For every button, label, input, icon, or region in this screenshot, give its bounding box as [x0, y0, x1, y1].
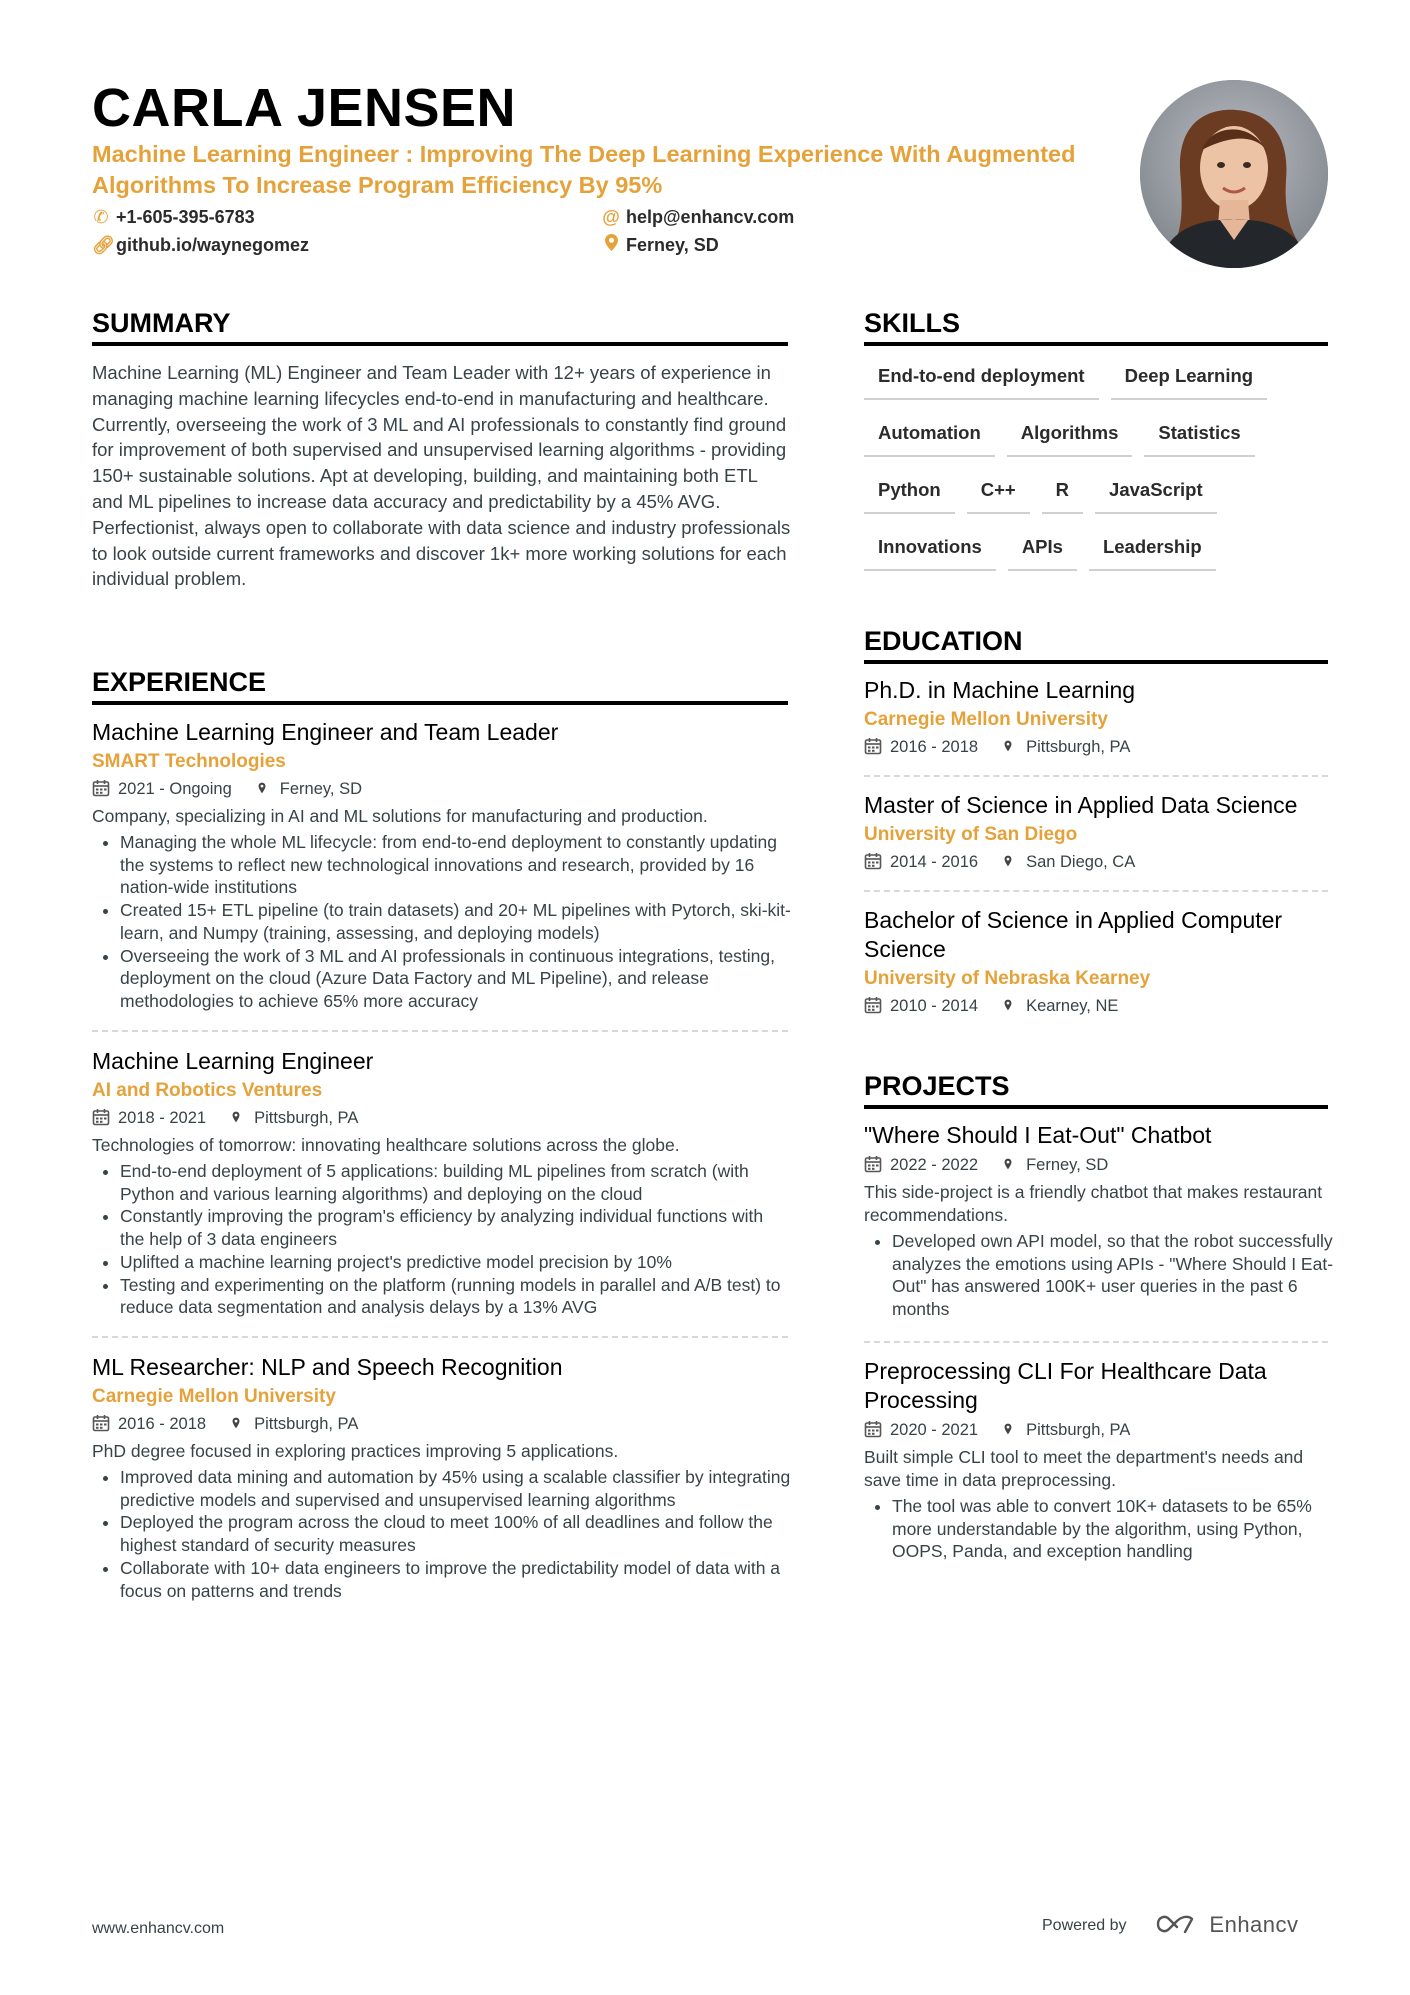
company-name: Carnegie Mellon University: [92, 1386, 336, 1407]
list-item: • Managing the whole ML lifecycle: from end-to-end deployment to constantly updating the systems to reflect new technological innovations and research, provided by 16 nation-wide institutions: [120, 831, 792, 899]
education-meta: [864, 851, 1334, 873]
summary-heading: SUMMARY: [92, 306, 788, 346]
project-location: Pittsburgh, PA: [1026, 1421, 1131, 1439]
email-text: help@enhancv.com: [626, 207, 795, 227]
job-location: Ferney, SD: [279, 780, 362, 798]
job-meta: [92, 778, 792, 800]
calendar-icon: [864, 737, 882, 755]
achievements-list: [92, 1160, 792, 1319]
company-name: AI and Robotics Ventures: [92, 1080, 323, 1101]
link-icon: 🔗︎: [92, 235, 115, 255]
skill-tag: End-to-end deployment: [864, 360, 1099, 400]
school-name: University of Nebraska Kearney: [864, 968, 1151, 989]
skill-tag: Statistics: [1144, 417, 1254, 457]
calendar-icon: [864, 852, 882, 870]
contact-website[interactable]: [92, 234, 309, 256]
phone-icon: ✆: [93, 207, 109, 227]
location-pin-icon: [1004, 1420, 1016, 1438]
skill-tag: Leadership: [1089, 531, 1216, 571]
skills-row: [864, 417, 1334, 474]
entry-divider: [92, 1030, 788, 1032]
company-description: Company, specializing in AI and ML solutions for manufacturing and production.: [92, 806, 708, 826]
phone-text: +1-605-395-6783: [116, 207, 255, 227]
contact-phone[interactable]: [92, 206, 255, 228]
skill-tag: JavaScript: [1095, 474, 1217, 514]
project-dates: 2020 - 2021: [890, 1421, 979, 1439]
skills-row: [864, 474, 1334, 531]
footer-website-link[interactable]: www.enhancv.com: [92, 1920, 225, 1937]
contact-email[interactable]: [602, 206, 794, 228]
job-dates: 2021 - Ongoing: [118, 780, 232, 798]
project-meta: [864, 1154, 1334, 1176]
skill-tag: Python: [864, 474, 955, 514]
list-item: • Deployed the program across the cloud to meet 100% of all deadlines and follow the highest standard of security measures: [120, 1511, 792, 1556]
project-item: [864, 1357, 1334, 1563]
degree-title: Bachelor of Science in Applied Computer Science: [864, 907, 1283, 962]
list-item: • Collaborate with 10+ data engineers to improve the predictability model of data with a focus on patterns and trends: [120, 1557, 792, 1602]
project-description: Built simple CLI tool to meet the department's needs and save time in data preprocessing.: [864, 1447, 1304, 1490]
skill-tag: APIs: [1008, 531, 1077, 571]
school-name: Carnegie Mellon University: [864, 709, 1108, 730]
project-bullets: [864, 1495, 1334, 1563]
skills-list: [864, 360, 1334, 588]
list-item: • Testing and experimenting on the platform (running models in parallel and A/B test) to reduce data segmentation and analysis delays by a 13% AVG: [120, 1274, 792, 1319]
candidate-name: CARLA JENSEN: [92, 78, 517, 138]
education-item: [864, 791, 1334, 873]
location-pin-icon: [258, 779, 270, 797]
skill-tag: R: [1042, 474, 1083, 514]
skill-tag: Automation: [864, 417, 995, 457]
experience-heading: EXPERIENCE: [92, 665, 788, 705]
location-pin-icon: [1004, 852, 1016, 870]
job-dates: 2016 - 2018: [118, 1415, 207, 1433]
contact-location: [602, 234, 719, 256]
company-description: Technologies of tomorrow: innovating healthcare solutions across the globe.: [92, 1135, 680, 1155]
education-dates: 2016 - 2018: [890, 738, 979, 756]
project-meta: [864, 1419, 1334, 1441]
education-item: [864, 676, 1334, 758]
website-text: github.io/waynegomez: [116, 235, 310, 255]
location-pin-icon: [232, 1414, 244, 1432]
education-dates: 2010 - 2014: [890, 997, 979, 1015]
job-location: Pittsburgh, PA: [254, 1415, 359, 1433]
list-item: • Improved data mining and automation by 45% using a scalable classifier by integrating predictive models and supervised and unsupervised learning algorithms: [120, 1466, 792, 1511]
education-location: Pittsburgh, PA: [1026, 738, 1131, 756]
experience-item: [92, 718, 792, 1013]
education-meta: [864, 736, 1334, 758]
job-meta: [92, 1413, 792, 1435]
list-item: • Uplifted a machine learning project's predictive model precision by 10%: [120, 1251, 792, 1274]
project-bullets: [864, 1230, 1334, 1321]
location-pin-icon: [1004, 1155, 1016, 1173]
calendar-icon: [92, 1108, 110, 1126]
brand-name: Enhancv: [1209, 1912, 1299, 1937]
skills-heading: SKILLS: [864, 306, 1328, 346]
job-title: Machine Learning Engineer: [92, 1048, 374, 1074]
powered-by-label: Powered by: [1042, 1917, 1127, 1934]
education-heading: EDUCATION: [864, 624, 1328, 664]
enhancv-logo-icon: [1155, 1913, 1199, 1935]
project-location: Ferney, SD: [1026, 1156, 1109, 1174]
project-name: Preprocessing CLI For Healthcare Data Processing: [864, 1358, 1267, 1413]
project-name: "Where Should I Eat-Out" Chatbot: [864, 1122, 1212, 1148]
experience-item: [92, 1047, 792, 1319]
headline: Machine Learning Engineer : Improving The Deep Learning Experience With Augmented Algorithms To Increase Program Efficiency By 95%: [92, 141, 1076, 198]
location-pin-icon: [602, 234, 620, 256]
education-location: San Diego, CA: [1026, 853, 1136, 871]
skill-tag: Algorithms: [1007, 417, 1133, 457]
education-meta: [864, 995, 1334, 1017]
job-title: Machine Learning Engineer and Team Leader: [92, 719, 559, 745]
footer-branding[interactable]: [1042, 1912, 1299, 1938]
achievements-list: [92, 1466, 792, 1602]
list-item: • End-to-end deployment of 5 applications: building ML pipelines from scratch (with Python and various learning algorithms) and deploying on the cloud: [120, 1160, 792, 1205]
at-icon: @: [602, 207, 620, 227]
degree-title: Ph.D. in Machine Learning: [864, 677, 1136, 703]
education-item: [864, 906, 1334, 1017]
calendar-icon: [864, 996, 882, 1014]
projects-heading: PROJECTS: [864, 1069, 1328, 1109]
project-description: This side-project is a friendly chatbot that makes restaurant recommendations.: [864, 1182, 1323, 1225]
project-item: [864, 1121, 1334, 1321]
calendar-icon: [92, 1414, 110, 1432]
calendar-icon: [92, 779, 110, 797]
achievements-list: [92, 831, 792, 1013]
education-dates: 2014 - 2016: [890, 853, 979, 871]
location-pin-icon: [1004, 737, 1016, 755]
degree-title: Master of Science in Applied Data Science: [864, 792, 1298, 818]
company-description: PhD degree focused in exploring practices improving 5 applications.: [92, 1441, 619, 1461]
entry-divider: [92, 1336, 788, 1338]
education-location: Kearney, NE: [1026, 997, 1119, 1015]
experience-item: [92, 1353, 792, 1602]
job-title: ML Researcher: NLP and Speech Recognition: [92, 1354, 563, 1380]
skills-row: [864, 360, 1334, 417]
calendar-icon: [864, 1420, 882, 1438]
job-meta: [92, 1107, 792, 1129]
entry-divider: [864, 890, 1328, 892]
profile-photo: [1140, 80, 1328, 268]
location-text: Ferney, SD: [626, 235, 719, 255]
job-dates: 2018 - 2021: [118, 1109, 207, 1127]
list-item: • Overseeing the work of 3 ML and AI professionals in continuous integrations, testing, deployment on the cloud (Azure Data Factory and ML Pipeline), and release methodologies to achieve 65% more accuracy: [120, 945, 792, 1013]
skill-tag: Deep Learning: [1111, 360, 1268, 400]
entry-divider: [864, 1341, 1328, 1343]
entry-divider: [864, 775, 1328, 777]
calendar-icon: [864, 1155, 882, 1173]
list-item: • Constantly improving the program's efficiency by analyzing individual functions with the help of 3 data engineers: [120, 1205, 792, 1250]
location-pin-icon: [232, 1108, 244, 1126]
list-item: • Created 15+ ETL pipeline (to train datasets) and 20+ ML pipelines with Pytorch, ski-kit-learn, and Numpy (training, assessing, and deploying models): [120, 899, 792, 944]
job-location: Pittsburgh, PA: [254, 1109, 359, 1127]
list-item: • The tool was able to convert 10K+ datasets to be 65% more understandable by the algorithm, using Python, OOPS, Panda, and exception handling: [892, 1495, 1334, 1563]
project-dates: 2022 - 2022: [890, 1156, 979, 1174]
location-pin-icon: [1004, 996, 1016, 1014]
skills-row: [864, 531, 1334, 588]
school-name: University of San Diego: [864, 824, 1078, 845]
list-item: • Developed own API model, so that the robot successfully analyzes the emotions using APIs - "Where Should I Eat-Out" has answered 100K+ user queries in the past 6 months: [892, 1230, 1334, 1321]
company-name: SMART Technologies: [92, 751, 286, 772]
summary-text: Machine Learning (ML) Engineer and Team Leader with 12+ years of experience in managing machine learning lifecycles end-to-end in manufacturing and healthcare. Currently, overseeing the work of 3 ML and AI professionals to constantly find ground for improvement of both supervised and unsupervised learning algorithms - providing 150+ sustainable solutions. Apt at developing, building, and maintaining both ETL and ML pipelines to increase data accuracy and predictability by a 45% AVG. Perfectionist, always open to collaborate with data science and industry professionals to look outside current frameworks and discover 1k+ more working solutions for each individual problem.: [92, 362, 791, 590]
skill-tag: C++: [967, 474, 1030, 514]
skill-tag: Innovations: [864, 531, 996, 571]
